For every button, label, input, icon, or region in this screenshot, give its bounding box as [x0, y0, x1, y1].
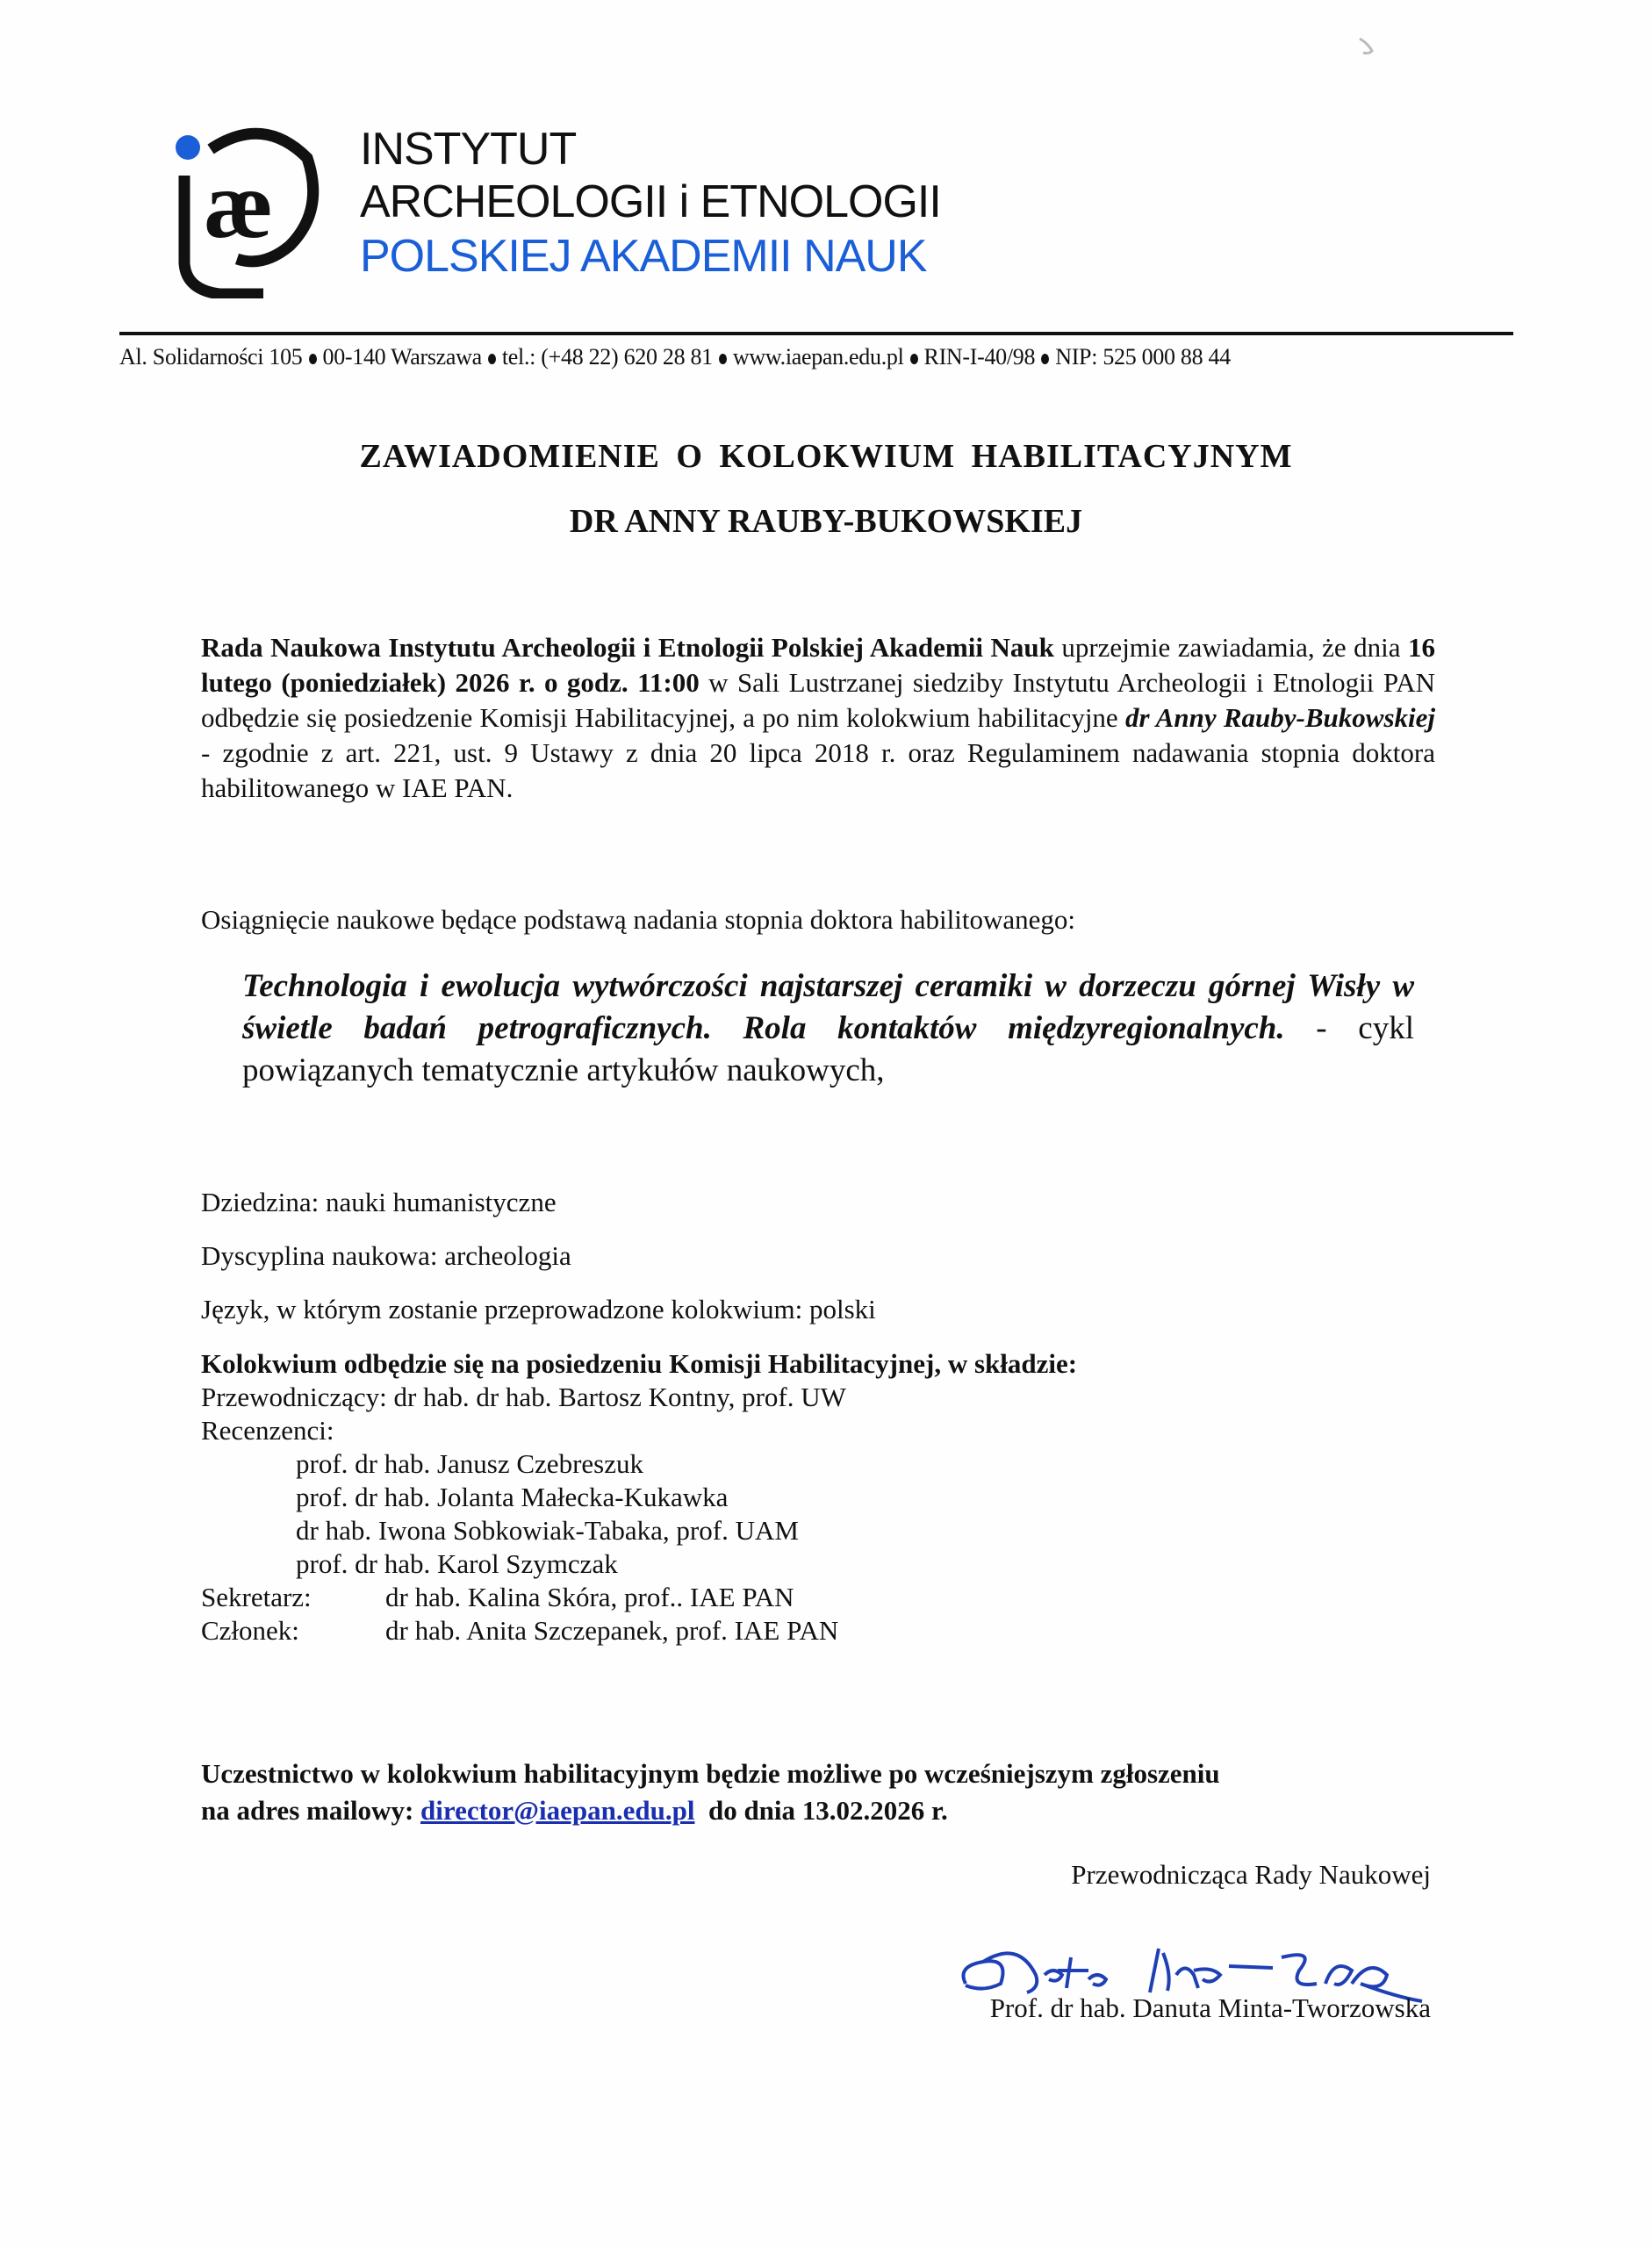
bullet-icon	[1041, 354, 1049, 364]
intro-text: w Sali Lustrzanej siedziby Instytutu Archeologii i Etnologii PAN odbędzie się posiedzenie Komisji Habilitacyjnej, a po nim kolokwium habilitacyjne	[201, 667, 1435, 733]
candidate-name: dr Anny Rauby-Bukowskiej	[1124, 702, 1435, 733]
header-divider	[119, 332, 1513, 335]
committee-secretary	[201, 1581, 1474, 1614]
secretary-label: Sekretarz:	[201, 1582, 312, 1612]
achievement-title	[242, 966, 1414, 1092]
committee-chair: Przewodniczący: dr hab. dr hab. Bartosz Kontny, prof. UW	[201, 1382, 846, 1412]
org-line-3: POLSKIEJ AKADEMII NAUK	[360, 231, 927, 282]
signatory-role: Przewodnicząca Rady Naukowej	[1071, 1859, 1431, 1890]
org-line-1: INSTYTUT	[360, 124, 577, 175]
bullet-icon	[910, 354, 918, 364]
signatory-name: Prof. dr hab. Danuta Minta-Tworzowska	[989, 1992, 1431, 2023]
bullet-icon	[309, 354, 317, 364]
iae-logo-icon	[158, 114, 325, 298]
svg-text:æ: æ	[204, 151, 274, 258]
document-subtitle: DR ANNY RAUBY-BUKOWSKIEJ	[569, 503, 1083, 540]
notice-deadline: do dnia 13.02.2026 r.	[694, 1795, 948, 1826]
email-link[interactable]: director@iaepan.edu.pl	[420, 1795, 695, 1826]
field-language: Język, w którym zostanie przeprowadzone kolokwium: polski	[201, 1294, 876, 1325]
document-title: ZAWIADOMIENIE O KOLOKWIUM HABILITACYJNYM	[359, 438, 1293, 475]
notice-prefix: na adres mailowy:	[201, 1795, 421, 1826]
reviewer-item: dr hab. Iwona Sobkowiak-Tabaka, prof. UAM	[296, 1515, 799, 1546]
reviewer-item: prof. dr hab. Janusz Czebreszuk	[296, 1448, 643, 1479]
address-rin: RIN-I-40/98	[923, 344, 1036, 370]
address-street: Al. Solidarności 105	[119, 344, 303, 370]
address-nip: NIP: 525 000 88 44	[1055, 344, 1231, 370]
address-city: 00-140 Warszawa	[322, 344, 482, 370]
organization-name	[360, 123, 941, 284]
committee-section	[201, 1347, 1474, 1648]
committee-heading: Kolokwium odbędzie się na posiedzeniu Komisji Habilitacyjnej, w składzie:	[201, 1348, 1078, 1379]
bullet-icon	[719, 354, 727, 364]
council-name: Rada Naukowa Instytutu Archeologii i Etnologii Polskiej Akademii Nauk	[201, 632, 1054, 663]
reviewers-label: Recenzenci:	[201, 1415, 334, 1446]
intro-paragraph	[201, 630, 1435, 806]
thesis-suffix: - cykl powiązanych tematycznie artykułów naukowych,	[242, 1010, 1414, 1088]
committee-member	[201, 1614, 1474, 1648]
participation-notice	[201, 1755, 1447, 1829]
member-label: Członek:	[201, 1615, 299, 1646]
address-website[interactable]: www.iaepan.edu.pl	[732, 344, 904, 370]
address-phone: tel.: (+48 22) 620 28 81	[501, 344, 713, 370]
address-line	[119, 344, 1524, 370]
bullet-icon	[488, 354, 496, 364]
reviewer-item: prof. dr hab. Karol Szymczak	[296, 1548, 618, 1579]
achievement-label: Osiągnięcie naukowe będące podstawą nadania stopnia doktora habilitowanego:	[201, 904, 1075, 935]
field-domain: Dziedzina: nauki humanistyczne	[201, 1187, 557, 1217]
notice-line-2	[201, 1792, 1447, 1829]
reviewer-item: prof. dr hab. Jolanta Małecka-Kukawka	[296, 1482, 729, 1512]
intro-text: - zgodnie z art. 221, ust. 9 Ustawy z dnia 20 lipca 2018 r. oraz Regulaminem nadawania stopnia doktora habilitowanego w IAE PAN.	[201, 737, 1435, 803]
member-name: dr hab. Anita Szczepanek, prof. IAE PAN	[385, 1615, 839, 1646]
scan-mark-icon	[1356, 35, 1383, 60]
field-discipline: Dyscyplina naukowa: archeologia	[201, 1240, 571, 1271]
org-line-2: ARCHEOLOGII i ETNOLOGII	[360, 176, 941, 227]
thesis-title: Technologia i ewolucja wytwórczości najstarszej ceramiki w dorzeczu górnej Wisły w świetle badań petrograficznych. Rola kontaktów międzyregionalnych.	[242, 968, 1414, 1046]
secretary-name: dr hab. Kalina Skóra, prof.. IAE PAN	[385, 1582, 794, 1612]
notice-line-1: Uczestnictwo w kolokwium habilitacyjnym będzie możliwe po wcześniejszym zgłoszeniu	[201, 1758, 1220, 1789]
colloquium-date: 16 lutego (poniedziałek) 2026 r. o godz. 11:00	[201, 632, 1435, 698]
intro-text: uprzejmie zawiadamia, że dnia	[1053, 632, 1408, 663]
